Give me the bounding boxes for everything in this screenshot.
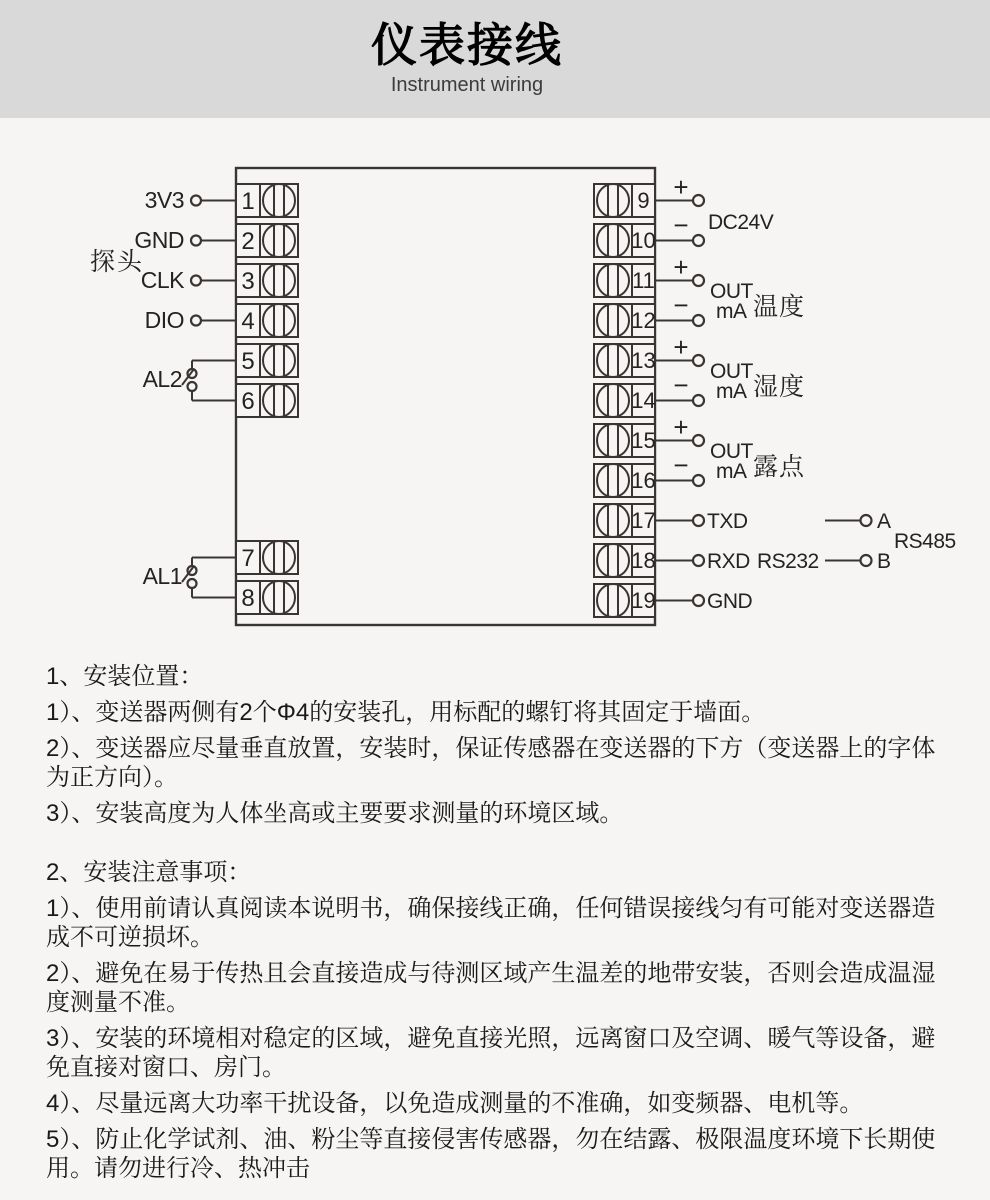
note-item: 2）、避免在易于传热且会直接造成与待测区域产生温差的地带安装，否则会造成温湿 度测量不准。: [46, 960, 936, 1016]
screw-terminal-icon: [594, 264, 632, 297]
pin-label-3v3: 3V3: [144, 187, 184, 213]
svg-text:3: 3: [241, 268, 255, 295]
screw-terminal-icon: [594, 304, 632, 337]
screw-terminal-icon: [260, 581, 298, 614]
probe-label: 探头: [90, 248, 145, 276]
terminal-16: [594, 464, 656, 497]
minus-sign: −: [673, 450, 689, 480]
terminal-12: [594, 304, 656, 337]
svg-text:10: 10: [631, 228, 656, 253]
screw-terminal-icon: [594, 584, 632, 617]
wiring-diagram: [0, 118, 990, 670]
wire-clk: [141, 267, 236, 293]
terminal-15: [594, 424, 656, 457]
ma-label: mA: [716, 300, 747, 323]
note-item: 3）、安装高度为人体坐高或主要要求测量的环境区域。: [46, 800, 624, 827]
plus-sign: +: [673, 332, 689, 362]
wire-dio: [145, 307, 236, 333]
al1-label: AL1: [142, 563, 182, 589]
note-item: 1）、使用前请认真阅读本说明书，确保接线正确，任何错误接线匀有可能对变送器造 成不可逆损坏。: [46, 895, 936, 951]
svg-text:8: 8: [241, 585, 255, 612]
terminal-3: [236, 264, 298, 297]
out-label: OUT: [710, 360, 753, 383]
wire-out-temp-minus: [655, 290, 704, 326]
terminal-4: [236, 304, 298, 337]
note-item: 5）、防止化学试剂、油、粉尘等直接侵害传感器，勿在结露、极限温度环境下长期使 用。请勿进行冷、热冲击: [46, 1126, 936, 1182]
screw-terminal-icon: [594, 464, 632, 497]
note-item: 1）、变送器两侧有2个Φ4的安装孔，用标配的螺钉将其固定于墙面。: [46, 699, 766, 726]
wire-rs485-b: [825, 550, 891, 573]
ma-label: mA: [716, 460, 747, 483]
svg-text:12: 12: [631, 308, 656, 333]
pin-label-dio: DIO: [144, 307, 184, 333]
svg-text:7: 7: [241, 545, 255, 572]
wire-3v3: [145, 187, 236, 213]
terminal-7: [236, 541, 298, 574]
svg-text:11: 11: [632, 268, 655, 293]
plus-sign: +: [673, 252, 689, 282]
ma-label: mA: [716, 380, 747, 403]
screw-terminal-icon: [594, 384, 632, 417]
svg-text:15: 15: [631, 428, 656, 453]
wire-txd: [655, 510, 748, 533]
wire-out-humidity-minus: [655, 370, 704, 406]
screw-terminal-icon: [594, 544, 632, 577]
wire-rxd: [655, 550, 819, 573]
power-label: DC24V: [708, 211, 774, 234]
output-name-temperature: 温度: [753, 293, 806, 321]
screw-terminal-icon: [594, 344, 632, 377]
screw-terminal-icon: [260, 344, 298, 377]
terminal-19: [594, 584, 656, 617]
page-header: [0, 0, 990, 118]
section-install-position: [46, 662, 990, 828]
wire-out-humidity-plus: [655, 332, 704, 366]
rs232-label: RS232: [757, 550, 819, 573]
wire-out-dewpoint-minus: [655, 450, 704, 486]
terminal-13: [594, 344, 656, 377]
out-label: OUT: [710, 440, 753, 463]
terminal-10: [594, 224, 656, 257]
minus-sign: −: [673, 370, 689, 400]
wire-gnd-left: [134, 227, 236, 253]
rs485-b-label: B: [877, 550, 891, 573]
plus-sign: +: [673, 412, 689, 442]
terminal-2: [236, 224, 298, 257]
gnd-label: GND: [707, 590, 753, 613]
svg-text:13: 13: [631, 348, 656, 373]
section-install-notes: [46, 858, 990, 1183]
screw-terminal-icon: [260, 224, 298, 257]
instructions: [46, 662, 990, 1183]
terminal-17: [594, 504, 656, 537]
minus-sign: −: [673, 290, 689, 320]
screw-terminal-icon: [260, 304, 298, 337]
terminal-11: [594, 264, 655, 297]
svg-text:9: 9: [637, 188, 650, 213]
terminal-8: [236, 581, 298, 614]
page-subtitle: Instrument wiring: [390, 74, 544, 96]
wire-rs485-a: [825, 510, 891, 533]
note-item: 2）、变送器应尽量垂直放置，安装时，保证传感器在变送器的下方（变送器上的字体 为正方向）。: [46, 735, 936, 791]
screw-terminal-icon: [594, 224, 632, 257]
screw-terminal-icon: [594, 424, 632, 457]
terminal-9: [594, 184, 655, 217]
wire-out-dewpoint-plus: [655, 412, 704, 446]
out-label: OUT: [710, 280, 753, 303]
section-heading: 1、安装位置：: [46, 663, 204, 690]
svg-text:2: 2: [241, 228, 255, 255]
pin-label-clk: CLK: [140, 267, 184, 293]
wire-gnd-right: [655, 590, 753, 613]
terminal-1: [236, 184, 298, 217]
svg-text:16: 16: [631, 468, 656, 493]
note-item: 4）、尽量远离大功率干扰设备，以免造成测量的不准确，如变频器、电机等。: [46, 1090, 864, 1117]
terminal-14: [594, 384, 656, 417]
terminal-6: [236, 384, 298, 417]
rs485-label: RS485: [894, 530, 956, 553]
page-title: 仪表接线: [371, 19, 563, 71]
al1-switch: [143, 558, 236, 598]
svg-text:14: 14: [631, 388, 656, 413]
svg-text:18: 18: [631, 548, 656, 573]
output-name-dewpoint: 露点: [753, 453, 806, 481]
pin-label-gnd: GND: [134, 227, 184, 253]
svg-text:19: 19: [631, 588, 656, 613]
rs485-a-label: A: [877, 510, 891, 533]
screw-terminal-icon: [594, 504, 632, 537]
screw-terminal-icon: [260, 541, 298, 574]
al2-label: AL2: [142, 366, 182, 392]
svg-text:4: 4: [241, 308, 255, 335]
terminal-5: [236, 344, 298, 377]
terminal-18: [594, 544, 656, 577]
wire-dc24v-plus: [655, 172, 704, 206]
rxd-label: RXD: [707, 550, 750, 573]
svg-text:17: 17: [631, 508, 656, 533]
note-item: 3）、安装的环境相对稳定的区域，避免直接光照，远离窗口及空调、暖气等设备，避 免直接对窗口、房门。: [46, 1025, 936, 1081]
section-heading: 2、安装注意事项：: [46, 859, 252, 886]
output-name-humidity: 湿度: [753, 373, 806, 401]
screw-terminal-icon: [260, 184, 298, 217]
txd-label: TXD: [707, 510, 748, 533]
screw-terminal-icon: [260, 384, 298, 417]
wire-dc24v-minus: [655, 210, 704, 246]
svg-text:6: 6: [241, 388, 255, 415]
svg-text:1: 1: [241, 188, 255, 215]
al2-switch: [143, 361, 236, 401]
svg-text:5: 5: [241, 348, 255, 375]
screw-terminal-icon: [260, 264, 298, 297]
minus-sign: −: [673, 210, 689, 240]
plus-sign: +: [673, 172, 689, 202]
screw-terminal-icon: [594, 184, 632, 217]
wire-out-temp-plus: [655, 252, 704, 286]
